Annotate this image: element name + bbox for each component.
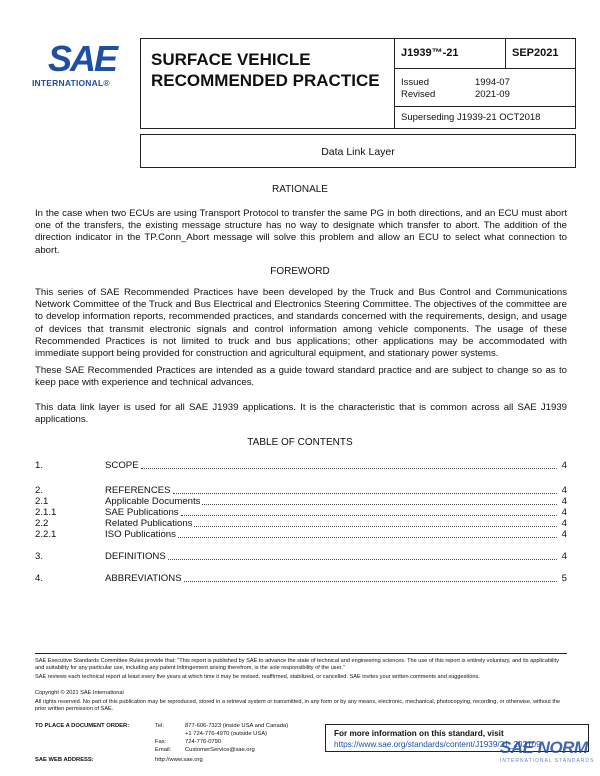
watermark-logo: SAE NORM: [500, 738, 588, 757]
tel-label: Tel:: [155, 723, 165, 729]
footer-divider: [35, 653, 567, 654]
logo-brand: SAE: [48, 38, 117, 79]
document-title: Data Link Layer: [140, 134, 576, 168]
toc-entry-title: DEFINITIONS: [105, 551, 166, 562]
rationale-text: In the case when two ECUs are using Transport Protocol to transfer the same PG in both directions, and an ECU must abort one of the transfers, the existing message structure has no way to designate which transfer to abort. The addition of the direction indicator in the TP.Conn_Abort message will solve this problem and allow an ECU to select what connection to abort.: [35, 208, 567, 256]
toc-entry-number: 2.1: [35, 496, 49, 507]
logo-tagline: INTERNATIONAL®: [32, 78, 110, 88]
toc-entry-number: 1.: [35, 460, 44, 471]
document-type-line2: RECOMMENDED PRACTICE: [151, 71, 380, 90]
toc-entry-title: SAE Publications: [105, 507, 179, 518]
tel2-value: +1 724-776-4970 (outside USA): [185, 731, 268, 737]
rights-notice: All rights reserved. No part of this publication may be reproduced, stored in a retrieval system or transmitted, in any form or by any means, electronic, mechanical, photocopying, recording, or otherwise, without the prior written permission of SAE.: [35, 699, 561, 713]
toc-entry[interactable]: [35, 460, 567, 472]
toc-entry-title: Applicable Documents: [105, 496, 201, 507]
toc-leader-dots: [202, 504, 557, 505]
order-label: TO PLACE A DOCUMENT ORDER:: [35, 723, 130, 729]
toc-entry-number: 2.2: [35, 518, 49, 529]
toc-entry-number: 2.: [35, 485, 44, 496]
fax-label: Fax:: [155, 739, 167, 745]
tel-value: 877-606-7323 (inside USA and Canada): [185, 723, 289, 729]
document-header: [140, 38, 576, 129]
foreword-heading: FOREWORD: [270, 266, 330, 277]
toc-entry-page: 4: [561, 485, 567, 496]
toc-leader-dots: [181, 515, 557, 516]
toc-entry-number: 4.: [35, 573, 44, 584]
toc-entry-number: 3.: [35, 551, 44, 562]
document-number: J1939™-21: [401, 47, 459, 59]
toc-entry-page: 4: [561, 518, 567, 529]
toc-leader-dots: [194, 526, 557, 527]
toc-entry-page: 4: [561, 551, 567, 562]
more-info-link[interactable]: https://www.sae.org/standards/content/J1939/21_202109: [334, 740, 541, 749]
email-value[interactable]: CustomerService@sae.org: [185, 747, 255, 753]
web-link[interactable]: http://www.sae.org: [155, 757, 203, 763]
revised-label: Revised: [401, 89, 436, 100]
toc-heading: TABLE OF CONTENTS: [247, 437, 353, 448]
toc-leader-dots: [178, 537, 557, 538]
watermark-sub: INTERNATIONAL STANDARDS: [500, 758, 595, 764]
toc-entry[interactable]: [35, 551, 567, 563]
web-label: SAE WEB ADDRESS:: [35, 757, 94, 763]
copyright: Copyright © 2021 SAE International: [35, 690, 124, 696]
toc-entry[interactable]: [35, 529, 567, 541]
email-label: Email:: [155, 747, 172, 753]
toc-entry[interactable]: [35, 573, 567, 585]
toc-entry-title: REFERENCES: [105, 485, 171, 496]
toc-entry-page: 5: [561, 573, 567, 584]
toc-entry-page: 4: [561, 496, 567, 507]
superseding-note: Superseding J1939-21 OCT2018: [401, 112, 541, 123]
rationale-heading: RATIONALE: [272, 184, 328, 195]
document-date: SEP2021: [512, 47, 559, 59]
toc-entry-page: 4: [561, 529, 567, 540]
toc-entry-number: 2.1.1: [35, 507, 57, 518]
toc-entry-title: ABBREVIATIONS: [105, 573, 182, 584]
document-type: [151, 49, 391, 91]
foreword-paragraph-1: This series of SAE Recommended Practices have been developed by the Truck and Bus Control and Communications Network Committee of the Truck and Bus Electrical and Electronics Steering Committee. The objectives of the committee are to develop information reports, recommended practices, and standards concerned with the requirements, design, and usage of devices that transmit electronic signals and control information among vehicle components. The usage of these Recommended Practices is not limited to truck and bus applications; other applications may be accommodated with immediate support being provided for construction and agricultural equipment, and stationary power systems.: [35, 287, 567, 360]
foreword-paragraph-2: These SAE Recommended Practices are intended as a guide toward standard practice and are subject to change so as to keep pace with experience and technical advances.: [35, 365, 567, 389]
foreword-paragraph-3: This data link layer is used for all SAE J1939 applications. It is the characteristic that is common across all SAE J1939 applications.: [35, 402, 567, 426]
document-type-line1: SURFACE VEHICLE: [151, 50, 311, 69]
toc-leader-dots: [168, 559, 557, 560]
rules-notice: SAE Executive Standards Committee Rules provide that: “This report is published by SAE to advance the state of technical and engineering sciences. The use of this report is entirely voluntary, and its applicability and suitability for any particular use, including any patent infringement arising therefrom, is the sole responsibility of the user.”: [35, 658, 560, 672]
issued-label: Issued: [401, 77, 429, 88]
toc-leader-dots: [141, 468, 557, 469]
toc-entry-page: 4: [561, 507, 567, 518]
toc-entry-title: Related Publications: [105, 518, 193, 529]
toc-entry-number: 2.2.1: [35, 529, 57, 540]
toc-entry-title: ISO Publications: [105, 529, 176, 540]
toc-leader-dots: [173, 493, 557, 494]
sae-logo: [32, 40, 132, 90]
issued-value: 1994-07: [475, 77, 510, 88]
toc-entry-title: SCOPE: [105, 460, 139, 471]
fax-value: 724-776-0790: [185, 739, 222, 745]
review-notice: SAE reviews each technical report at least every five years at which time it may be revised, reaffirmed, stabilized, or cancelled. SAE invites your written comments and suggestions.: [35, 674, 480, 680]
toc-entry-page: 4: [561, 460, 567, 471]
revised-value: 2021-09: [475, 89, 510, 100]
toc-leader-dots: [184, 581, 557, 582]
more-info-title: For more information on this standard, visit: [334, 729, 504, 738]
